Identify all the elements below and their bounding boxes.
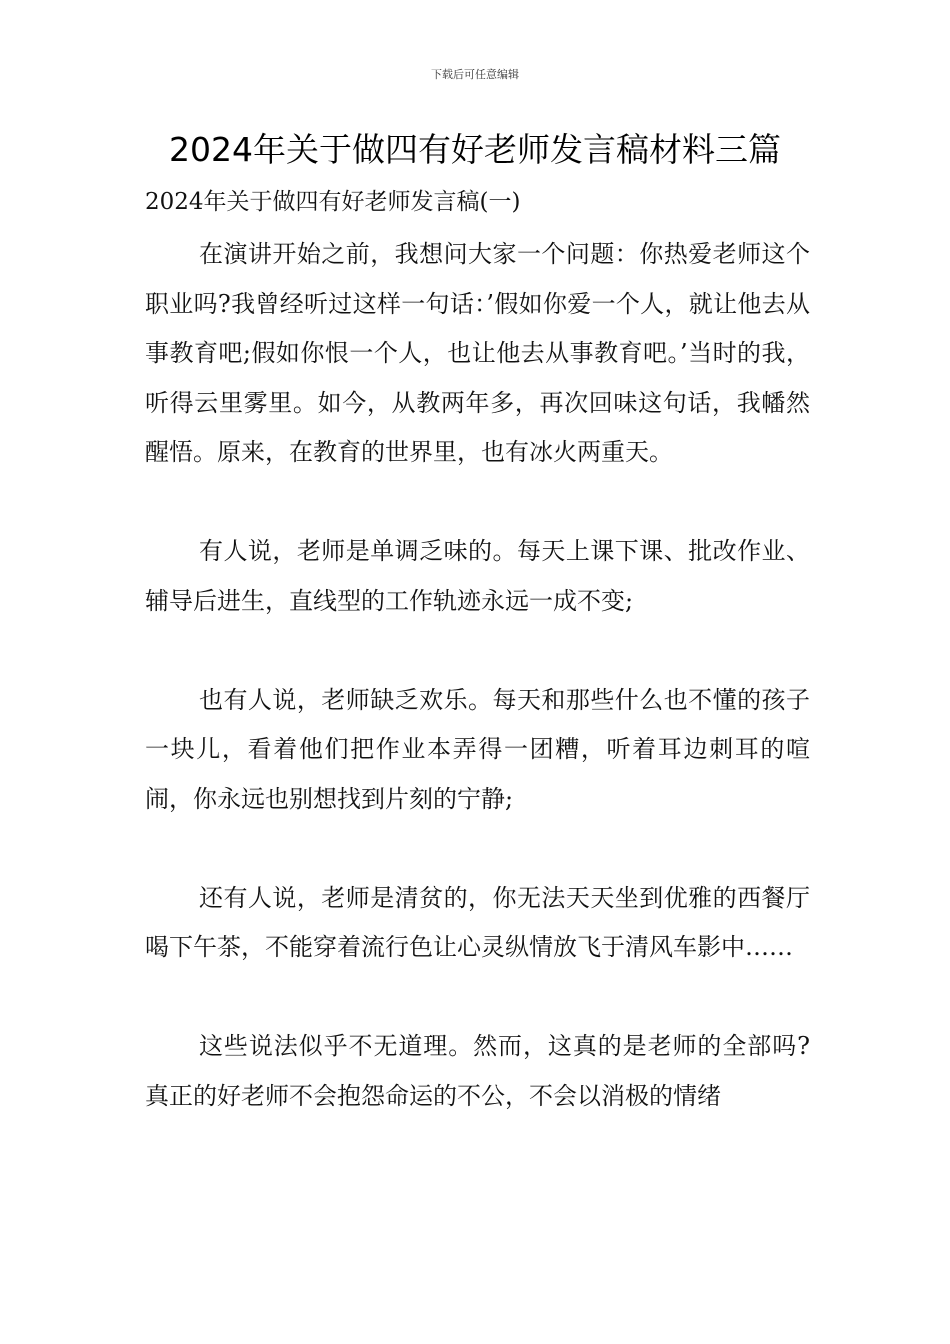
body-text bbox=[145, 230, 810, 1171]
paragraph: 这些说法似乎不无道理。然而，这真的是老师的全部吗?真正的好老师不会抱怨命运的不公，不会以消极的情绪 bbox=[145, 1032, 810, 1110]
header-note: 下载后可任意编辑 bbox=[431, 68, 519, 81]
paragraph: 有人说，老师是单调乏味的。每天上课下课、批改作业、辅导后进生，直线型的工作轨迹永远一成不变; bbox=[145, 537, 810, 615]
paragraph: 在演讲开始之前，我想问大家一个问题：你热爱老师这个职业吗?我曾经听过这样一句话：’假如你爱一个人，就让他去从事教育吧;假如你恨一个人，也让他去从事教育吧。’当时的我，听得云里雾里。如今，从教两年多，再次回味这句话，我幡然醒悟。原来，在教育的世界里，也有冰火两重天。 bbox=[145, 240, 810, 466]
paragraph: 还有人说，老师是清贫的，你无法天天坐到优雅的西餐厅喝下午茶，不能穿着流行色让心灵纵情放飞于清风车影中…… bbox=[145, 883, 810, 961]
section-heading: 2024年关于做四有好老师发言稿(一) bbox=[145, 189, 521, 215]
paragraph: 也有人说，老师缺乏欢乐。每天和那些什么也不懂的孩子一块儿，看着他们把作业本弄得一团糟，听着耳边刺耳的喧闹，你永远也别想找到片刻的宁静; bbox=[145, 685, 810, 813]
document-title: 2024年关于做四有好老师发言稿材料三篇 bbox=[169, 130, 781, 169]
